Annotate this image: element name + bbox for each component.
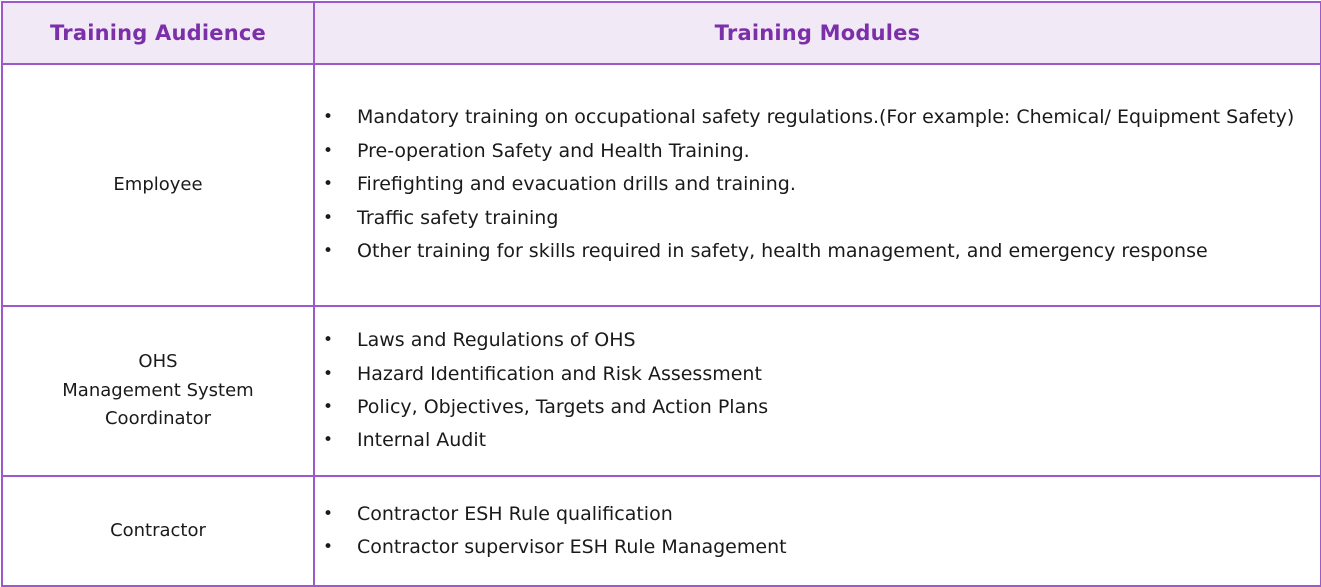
training-table	[1, 1, 1321, 587]
list-item: • Firefighting and evacuation drills and training.	[315, 170, 1320, 199]
list-item: • Other training for skills required in safety, health management, and emergency response	[315, 237, 1320, 266]
cell-audience-ohs-coordinator	[2, 306, 314, 476]
table-row	[2, 64, 1321, 306]
column-header-training-modules: Training Modules	[314, 2, 1321, 64]
list-item: • Traffic safety training	[315, 204, 1320, 233]
list-item: • Contractor ESH Rule qualification	[315, 500, 1320, 529]
training-table-container	[0, 1, 1321, 583]
list-item: • Contractor supervisor ESH Rule Management	[315, 533, 1320, 562]
cell-modules-employee	[314, 64, 1321, 306]
cell-modules-ohs-coordinator	[314, 306, 1321, 476]
module-list	[315, 103, 1320, 266]
list-item: • Mandatory training on occupational safety regulations.(For example: Chemical/ Equipment Safety)	[315, 103, 1320, 132]
audience-label: Management System	[62, 379, 254, 401]
module-list	[315, 326, 1320, 456]
list-item: • Policy, Objectives, Targets and Action Plans	[315, 393, 1320, 422]
column-header-training-audience: Training Audience	[2, 2, 314, 64]
module-list	[315, 500, 1320, 563]
cell-audience-contractor	[2, 476, 314, 586]
table-row	[2, 306, 1321, 476]
cell-audience-employee	[2, 64, 314, 306]
table-header	[2, 2, 1321, 64]
table-row	[2, 476, 1321, 586]
list-item: • Hazard Identification and Risk Assessment	[315, 360, 1320, 389]
list-item: • Internal Audit	[315, 426, 1320, 455]
audience-label: Coordinator	[104, 408, 211, 430]
table-body	[2, 64, 1321, 586]
audience-label: OHS	[138, 350, 178, 372]
audience-label: Contractor	[110, 519, 206, 541]
list-item: • Pre-operation Safety and Health Training.	[315, 137, 1320, 166]
audience-label: Employee	[113, 173, 203, 195]
list-item: • Laws and Regulations of OHS	[315, 326, 1320, 355]
cell-modules-contractor	[314, 476, 1321, 586]
table-header-row	[2, 2, 1321, 64]
